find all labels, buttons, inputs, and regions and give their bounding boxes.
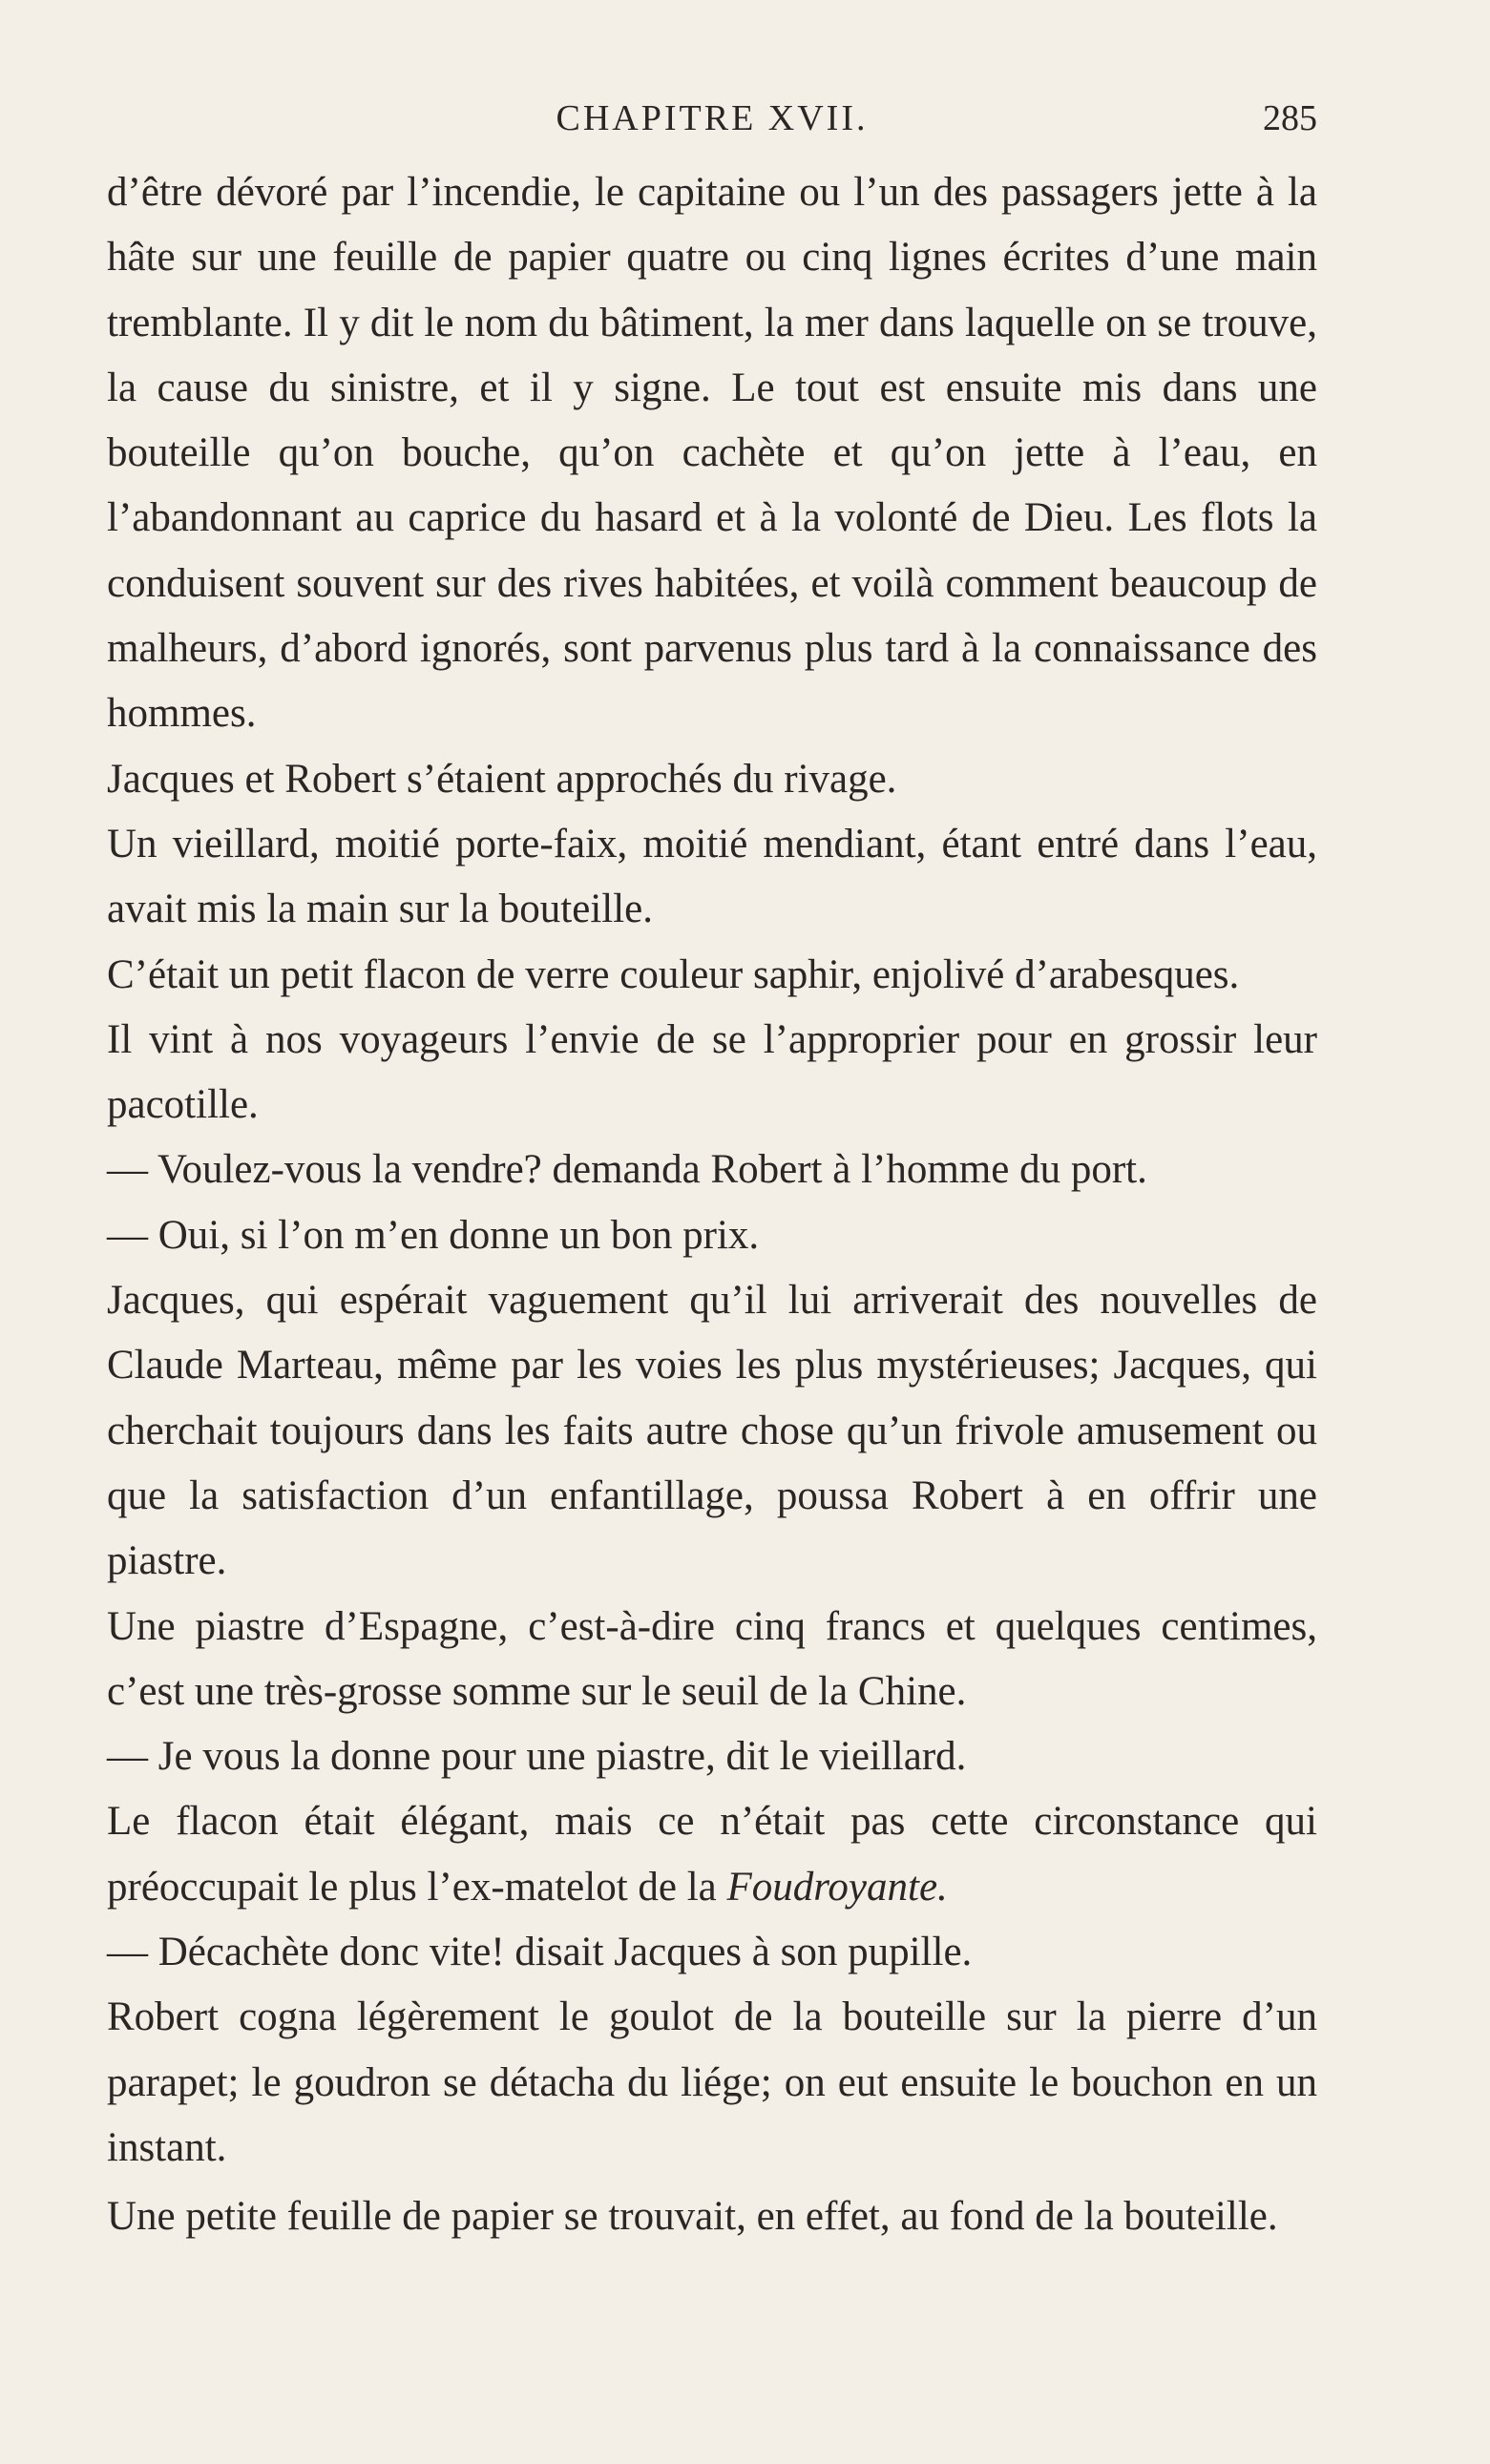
running-header xyxy=(107,92,1317,149)
dialogue-line: — Décachète donc vite! disait Jacques à son pupille. xyxy=(107,1930,973,1975)
body-text xyxy=(107,160,1317,2250)
paragraph: Jacques et Robert s’étaient approchés du rivage. xyxy=(107,756,897,802)
paragraph-text: Le flacon était élégant, mais ce n’était pas cette circonstance qui préoccupait le plus l’ex-matelot de la xyxy=(107,1799,1317,1910)
ship-name: Foudroyante. xyxy=(726,1864,948,1910)
page-number: 285 xyxy=(1263,98,1317,138)
dialogue-line: — Voulez-vous la vendre? demanda Robert à l’homme du port. xyxy=(107,1147,1147,1193)
paragraph: C’était un petit flacon de verre couleur saphir, enjolivé d’arabesques. xyxy=(107,951,1240,997)
paragraph: Il vint à nos voyageurs l’envie de se l’approprier pour en grossir leur pacotille. xyxy=(107,1016,1317,1128)
paragraph: Une piastre d’Espagne, c’est-à-dire cinq francs et quelques centimes, c’est une très-grosse somme sur le seuil de la Chine. xyxy=(107,1603,1317,1714)
dialogue-line: — Je vous la donne pour une piastre, dit le vieillard. xyxy=(107,1734,967,1780)
chapter-title: CHAPITRE XVII. xyxy=(556,98,869,138)
paragraph: Un vieillard, moitié porte-faix, moitié mendiant, étant entré dans l’eau, avait mis la main sur la bouteille. xyxy=(107,821,1317,932)
paragraph: d’être dévoré par l’incendie, le capitaine ou l’un des passagers jette à la hâte sur une feuille de papier quatre ou cinq lignes écrites d’une main tremblante. Il y dit le nom du bâtiment, la mer dans laquelle on se trouve, la cause du sinistre, et il y signe. Le tout est ensuite mis dans une bouteille qu’on bouche, qu’on cachète et qu’on jette à l’eau, en l’abandonnant au caprice du hasard et à la volonté de Dieu. Les flots la conduisent souvent sur des rives habitées, et voilà comment beaucoup de malheurs, d’abord ignorés, sont parvenus plus tard à la connaissance des hommes. xyxy=(107,170,1317,737)
paragraph: Robert cogna légèrement le goulot de la bouteille sur la pierre d’un parapet; le goudron se détacha du liége; on eut ensuite le bouchon en un instant. xyxy=(107,1994,1317,2170)
paragraph xyxy=(107,1789,1317,1920)
dialogue-line: — Oui, si l’on m’en donne un bon prix. xyxy=(107,1212,760,1258)
paragraph: Une petite feuille de papier se trouvait, en effet, au fond de la bouteille. xyxy=(107,2194,1278,2240)
paragraph: Jacques, qui espérait vaguement qu’il lui arriverait des nouvelles de Claude Marteau, même par les voies les plus mystérieuses; Jacques, qui cherchait toujours dans les faits autre chose qu’un frivole amusement ou que la satisfaction d’un enfantillage, poussa Robert à en offrir une piastre. xyxy=(107,1278,1317,1584)
